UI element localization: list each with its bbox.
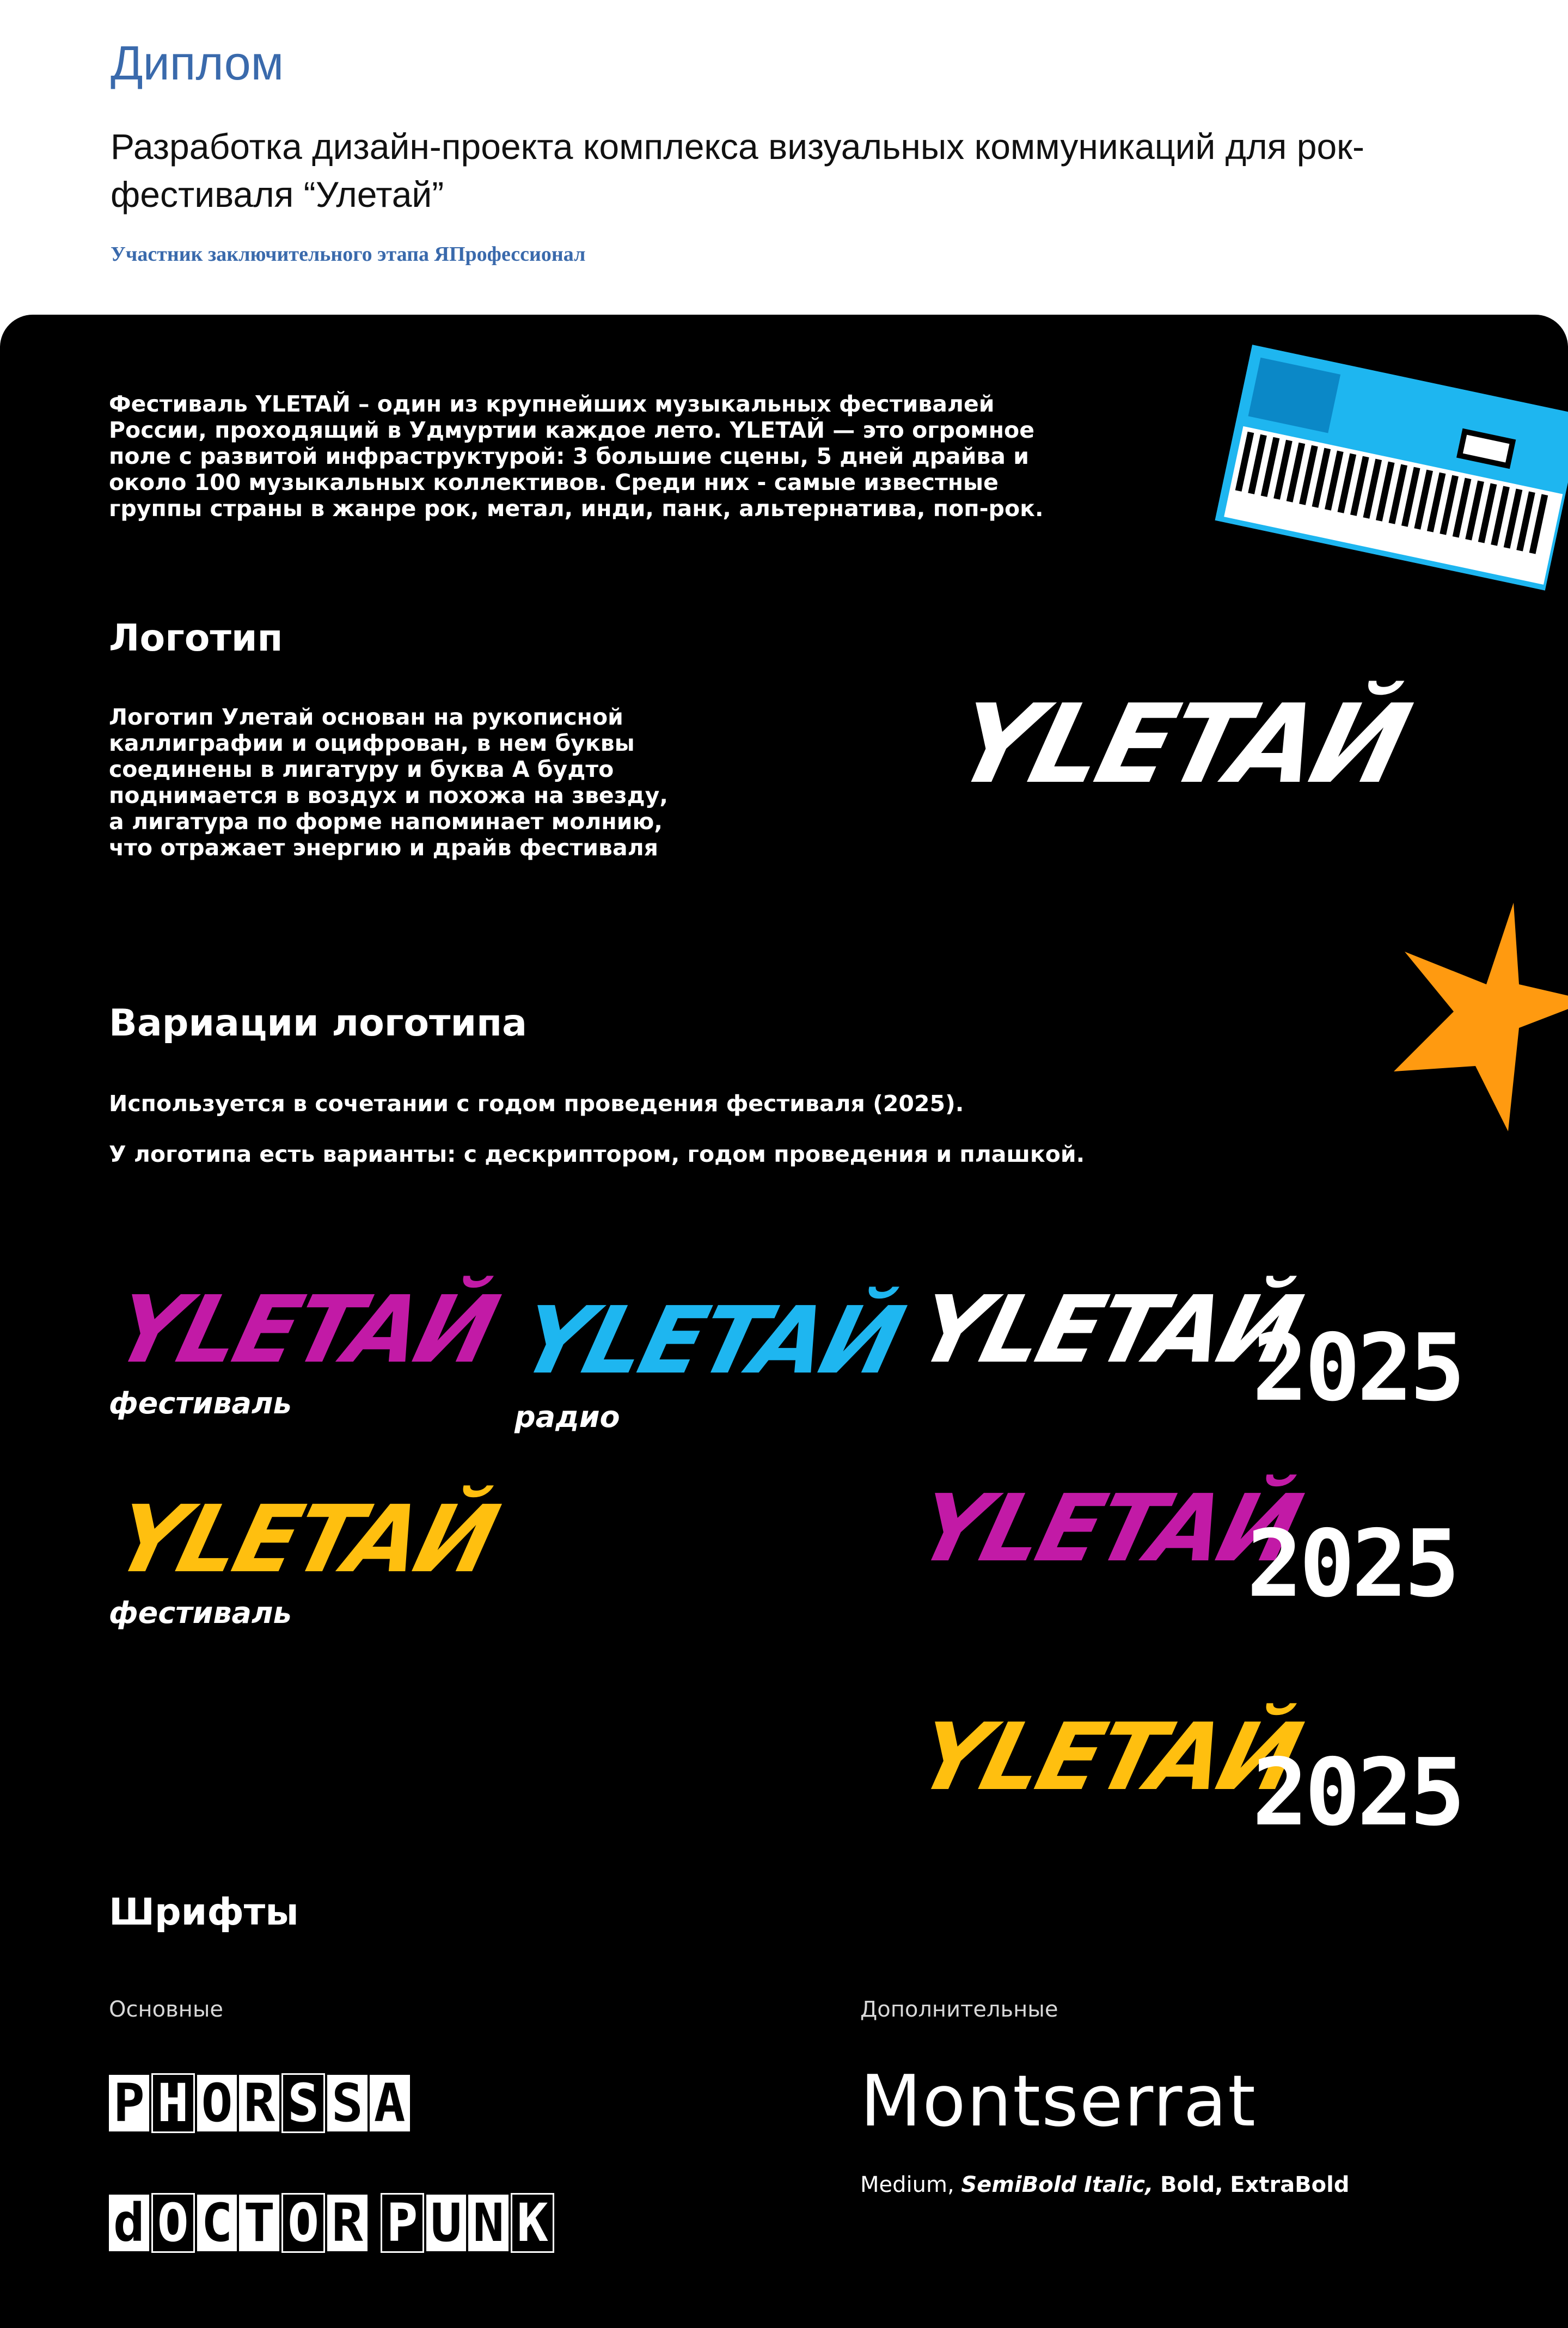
logo-cyan-radio: YLETAЙ — [509, 1287, 911, 1395]
font-sample-letter: S — [327, 2075, 367, 2131]
phorssa-font-sample — [109, 2073, 410, 2133]
participant-badge: Участник заключительного этапа ЯПрофессионал — [111, 243, 586, 266]
font-sample-letter: R — [239, 2075, 279, 2131]
variations-line-1: Используется в сочетании с годом проведения фестиваля (2025). — [109, 1091, 964, 1117]
descriptor-festival: фестиваль — [109, 1596, 292, 1630]
font-sample-letter: A — [370, 2075, 410, 2131]
font-sample-letter: U — [426, 2195, 467, 2251]
font-sample-letter: S — [281, 2073, 325, 2133]
variations-line-2: У логотипа есть варианты: с дескриптором, годом проведения и плашкой. — [109, 1141, 1085, 1167]
year-label: 2025 — [1252, 1739, 1462, 1847]
dark-content-panel — [0, 315, 1568, 2328]
descriptor-festival: фестиваль — [109, 1386, 292, 1420]
logo-yellow-year: YLETAЙ — [906, 1704, 1308, 1811]
secondary-fonts-label: Дополнительные — [860, 1997, 1058, 2022]
logo-yellow-festival: YLETAЙ — [103, 1486, 505, 1594]
logo-magenta-festival: YLETAЙ — [103, 1276, 505, 1384]
festival-intro-text: Фестиваль YLETAЙ – один из крупнейших музыкальных фестивалей России, проходящий в Удмуртии каждое лето. YLETAЙ — это огромное поле с развитой инфраструктурой: 3 большие сцены, 5 дней драйва и около 100 музыкальных коллективов. Среди них - самые известные группы страны в жанре рок, метал, инди, панк, альтернатива, поп-рок. — [109, 391, 1044, 522]
descriptor-radio: радио — [514, 1400, 620, 1434]
year-label: 2025 — [1252, 1314, 1462, 1422]
font-sample-letter — [370, 2221, 378, 2225]
weight-extrabold: ExtraBold — [1230, 2172, 1350, 2197]
synth-keyboard-illustration — [1215, 345, 1568, 591]
diploma-title: Диплом — [111, 36, 284, 90]
weight-bold: Bold, — [1160, 2172, 1223, 2197]
font-sample-letter: T — [239, 2195, 279, 2251]
weight-medium: Medium, — [860, 2172, 954, 2197]
logo-magenta-year: YLETAЙ — [906, 1475, 1308, 1583]
logo-description: Логотип Улетай основан на рукописной каллиграфии и оцифрован, в нем буквы соединены в лигатуру и буква А будто поднимается в воздух и похожа на звезду, а лигатура по форме напоминает молнию, что отражает энергию и драйв фестиваля — [109, 704, 668, 861]
font-sample-letter: P — [381, 2193, 424, 2253]
font-sample-letter: d — [109, 2195, 149, 2251]
main-logo-white: YLETAЙ — [942, 681, 1419, 808]
fonts-heading: Шрифты — [109, 1891, 299, 1934]
font-sample-letter: O — [281, 2193, 325, 2253]
variations-heading: Вариации логотипа — [109, 1002, 527, 1045]
primary-fonts-label: Основные — [109, 1997, 224, 2022]
logo-heading: Логотип — [109, 617, 283, 660]
font-sample-letter: O — [197, 2075, 237, 2131]
weight-semibold-italic: SemiBold Italic, — [961, 2172, 1154, 2197]
font-sample-letter: K — [511, 2193, 554, 2253]
font-sample-letter: P — [109, 2075, 149, 2131]
font-sample-letter: C — [197, 2195, 237, 2251]
montserrat-weights — [860, 2172, 1350, 2197]
project-subtitle: Разработка дизайн-проекта комплекса визуальных коммуникаций для рок-фестиваля “Улетай” — [111, 126, 1365, 215]
font-sample-letter: N — [468, 2195, 509, 2251]
font-sample-letter: R — [327, 2195, 367, 2251]
font-sample-letter: H — [151, 2073, 195, 2133]
star-icon — [1383, 903, 1568, 1131]
montserrat-font-sample: Montserrat — [860, 2060, 1257, 2142]
font-sample-letter: O — [151, 2193, 195, 2253]
year-label: 2025 — [1247, 1510, 1457, 1618]
logo-white-year: YLETAЙ — [906, 1276, 1308, 1384]
doctor-punk-font-sample — [109, 2193, 554, 2253]
